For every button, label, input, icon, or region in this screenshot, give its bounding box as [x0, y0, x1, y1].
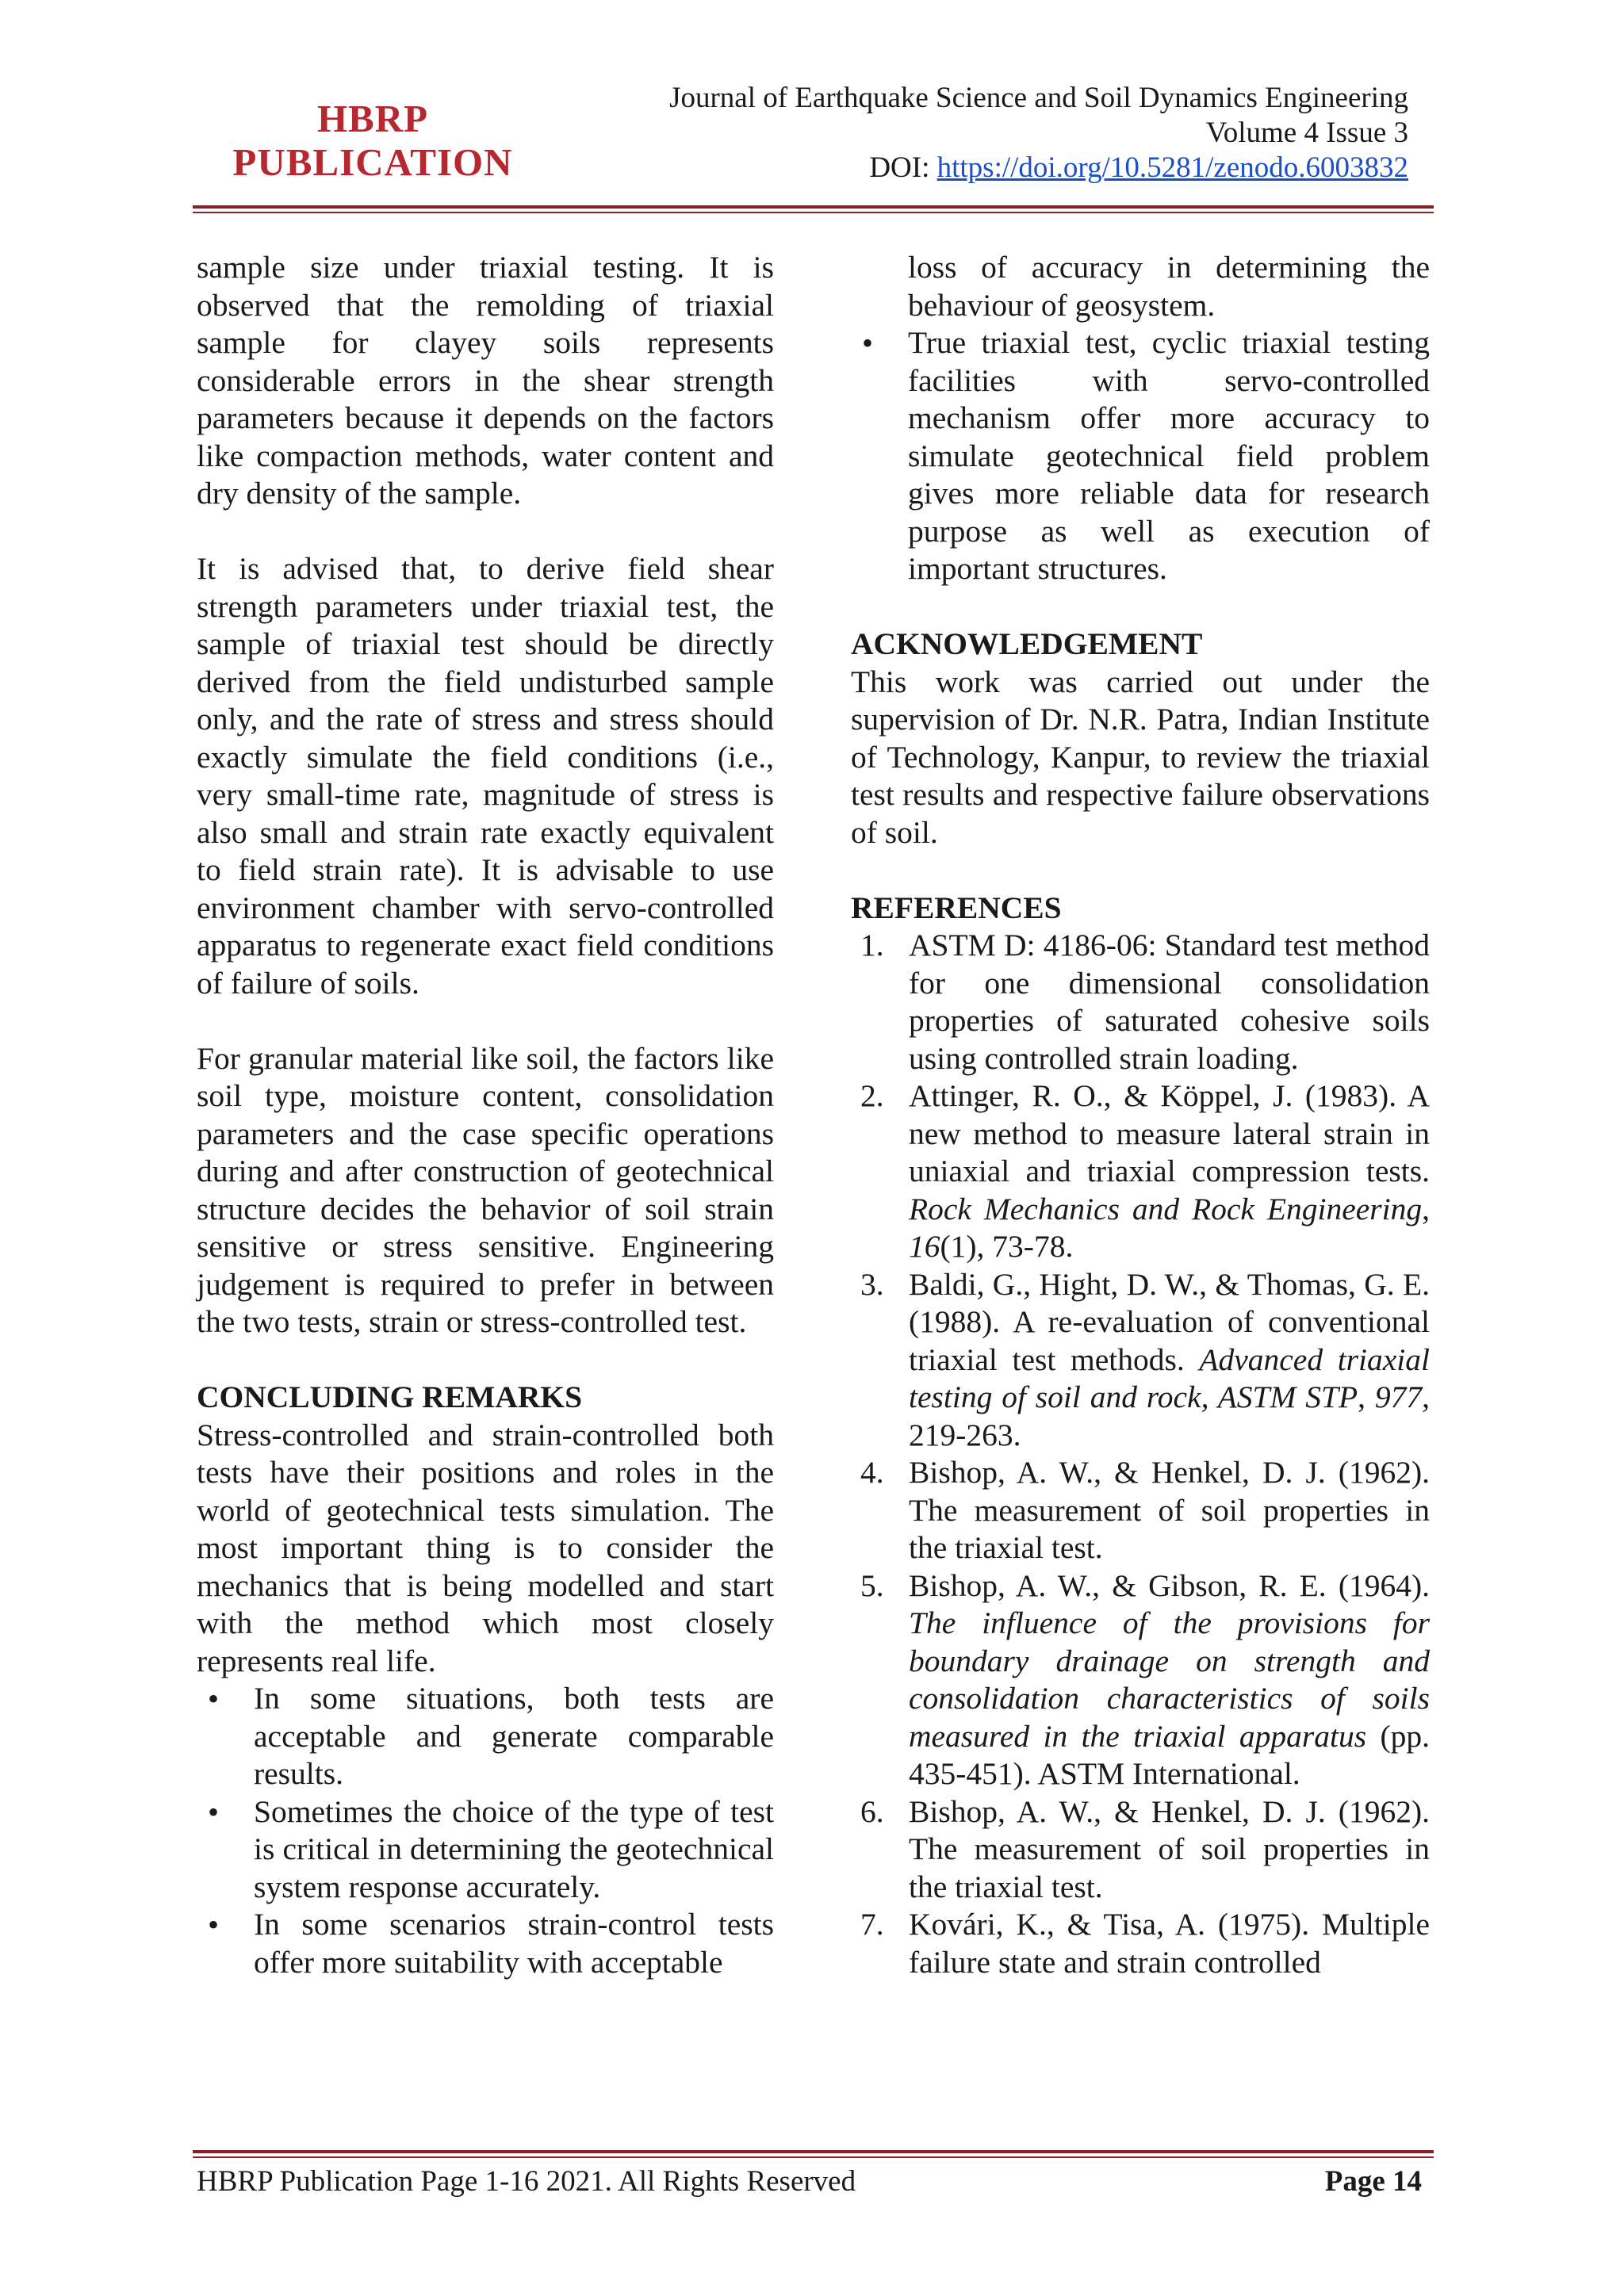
reference-number: 7.	[860, 1907, 884, 1942]
list-item: • Sometimes the choice of the type of test is critical in determining the geotechnical system response accurately.	[197, 1793, 774, 1907]
paragraph: For granular material like soil, the factors like soil type, moisture content, consolidation parameters and the case specific operations during and after construction of geotechnical structure decides the behavior of soil strain sensitive or stress sensitive. Engineering judgement is required to prefer in between the two tests, strain or stress-controlled test.	[197, 1040, 774, 1339]
reference-journal: Rock Mechanics and Rock Engineering	[909, 1191, 1423, 1226]
logo-line-2: PUBLICATION	[232, 140, 513, 185]
bullet-list	[197, 1680, 774, 1981]
reference-number: 2.	[860, 1078, 884, 1113]
paragraph: sample size under triaxial testing. It is observed that the remolding of triaxial sample for clayey soils represents considerable errors in the shear strength parameters because it depends on the factors like compaction methods, water content and dry density of the sample.	[197, 250, 774, 511]
doi-label: DOI:	[869, 151, 937, 184]
reference-item	[851, 927, 1430, 1077]
paragraph: Stress-controlled and strain-controlled both tests have their positions and roles in the world of geotechnical tests simulation. The most important thing is to consider the mechanics that is being modelled and start with the method which most closely represents real life.	[197, 1417, 774, 1678]
section-heading-concluding: CONCLUDING REMARKS	[197, 1380, 583, 1414]
reference-item	[851, 1077, 1430, 1266]
reference-text: Bishop, A. W., & Gibson, R. E. (1964).	[909, 1567, 1430, 1603]
reference-number: 1.	[860, 928, 884, 962]
header-rule	[193, 205, 1434, 209]
reference-item	[851, 1567, 1430, 1793]
paragraph: This work was carried out under the supervision of Dr. N.R. Patra, Indian Institute of Technology, Kanpur, to review the triaxial test results and respective failure observations of soil.	[851, 664, 1430, 850]
logo-line-1: HBRP	[316, 97, 429, 140]
reference-volume: 16	[909, 1229, 940, 1264]
section-heading-references: REFERENCES	[851, 890, 1062, 925]
reference-item	[851, 1906, 1430, 1981]
reference-item	[851, 1454, 1430, 1567]
reference-text: Bishop, A. W., & Henkel, D. J. (1962). The measurement of soil properties in the triaxial test.	[909, 1793, 1430, 1904]
reference-list	[851, 927, 1430, 1981]
reference-number: 3.	[860, 1266, 884, 1302]
paragraph: It is advised that, to derive field shear strength parameters under triaxial test, the sample of triaxial test should be directly derived from the field undisturbed sample only, and the rate of stress and stress should exactly simulate the field conditions (i.e., very small-time rate, magnitude of stress is also small and strain rate exactly equivalent to field strain rate). It is advisable to use environment chamber with servo-controlled apparatus to regenerate exact field conditions of failure of soils.	[197, 551, 774, 1001]
page-number: Page 14	[1324, 2165, 1422, 2198]
reference-number: 4.	[860, 1455, 884, 1490]
bullet-list-continued	[851, 249, 1430, 588]
reference-item	[851, 1793, 1430, 1907]
reference-text: , 219-263.	[909, 1380, 1431, 1452]
journal-volume: Volume 4 Issue 3	[1205, 117, 1408, 149]
section-heading-acknowledgement: ACKNOWLEDGEMENT	[851, 626, 1203, 661]
list-item-continued	[851, 249, 1430, 324]
right-column	[851, 249, 1430, 1981]
list-item: • True triaxial test, cyclic triaxial testing facilities with servo-controlled mechanism offer more accuracy to simulate geotechnical field problem gives more reliable data for research purpose as well as execution of important structures.	[851, 324, 1430, 588]
list-item: • In some scenarios strain-control tests offer more suitability with acceptable	[197, 1906, 774, 1981]
reference-title: The influence of the provisions for boundary drainage on strength and consolidation characteristics of soils measured in the triaxial apparatus	[909, 1605, 1430, 1754]
footer-rule-thin	[193, 2156, 1434, 2158]
header-rule-thin	[193, 212, 1434, 213]
left-column	[197, 249, 774, 1981]
reference-number: 6.	[860, 1793, 884, 1829]
reference-text: Kovári, K., & Tisa, A. (1975). Multiple failure state and strain controlled	[909, 1907, 1430, 1980]
journal-doi	[669, 151, 1408, 186]
journal-title: Journal of Earthquake Science and Soil Dynamics Engineering	[669, 82, 1408, 114]
journal-info	[669, 81, 1408, 186]
reference-number: 5.	[860, 1567, 884, 1603]
reference-text: (pp. 435-451). ASTM International.	[909, 1718, 1430, 1791]
reference-volume: 977	[1374, 1380, 1423, 1414]
reference-text: ASTM D: 4186-06: Standard test method for one dimensional consolidation properties of saturated cohesive soils using controlled strain loading.	[909, 928, 1430, 1076]
reference-item	[851, 1266, 1430, 1455]
footer-copyright: HBRP Publication Page 1-16 2021. All Rights Reserved	[197, 2165, 856, 2198]
doi-link[interactable]: https://doi.org/10.5281/zenodo.6003832	[936, 151, 1408, 184]
reference-text: Bishop, A. W., & Henkel, D. J. (1962). The measurement of soil properties in the triaxial test.	[909, 1455, 1430, 1565]
reference-text: ,	[1358, 1380, 1375, 1414]
publisher-logo	[214, 98, 531, 183]
reference-text: ,	[1422, 1191, 1430, 1226]
list-item-text: loss of accuracy in determining the behaviour of geosystem.	[908, 250, 1430, 323]
reference-journal: Advanced triaxial testing of soil and rock, ASTM STP	[909, 1341, 1430, 1414]
footer-rule	[193, 2150, 1434, 2153]
reference-text: Baldi, G., Hight, D. W., & Thomas, G. E. (1988). A re-evaluation of conventional triaxial test methods.	[909, 1266, 1430, 1377]
reference-text: Attinger, R. O., & Köppel, J. (1983). A new method to measure lateral strain in uniaxial and triaxial compression tests.	[909, 1078, 1430, 1188]
reference-text: (1), 73-78.	[940, 1229, 1074, 1264]
list-item: • In some situations, both tests are acceptable and generate comparable results.	[197, 1680, 774, 1793]
